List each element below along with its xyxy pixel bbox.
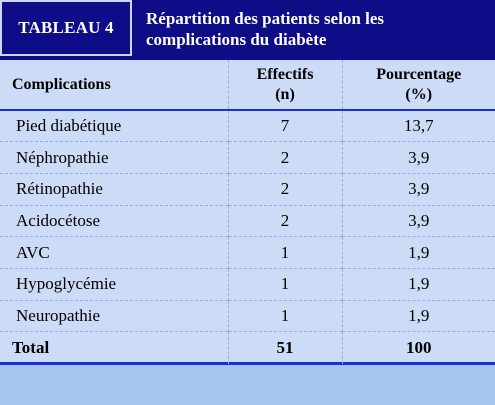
title-bar xyxy=(0,0,495,60)
cell-complication: Neuropathie xyxy=(0,300,228,332)
data-table-container xyxy=(0,60,495,365)
cell-complication: Pied diabétique xyxy=(16,116,122,136)
table-row xyxy=(0,300,495,332)
cell-complication: Rétinopathie xyxy=(0,173,228,205)
cell-effectif: 1 xyxy=(228,268,342,300)
table-header-row xyxy=(0,60,495,110)
table-title-line-2: complications du diabète xyxy=(146,30,327,49)
cell-pourcentage: 1,9 xyxy=(342,268,495,300)
cell-effectif: 1 xyxy=(228,237,342,269)
cell-pourcentage: 3,9 xyxy=(342,142,495,174)
column-header-pourcentage-line-2: (%) xyxy=(405,85,433,103)
column-header-complications: Complications xyxy=(0,60,228,110)
cell-complication: Hypoglycémie xyxy=(0,268,228,300)
table-title-line-1: Répartition des patients selon les xyxy=(146,9,384,28)
column-header-effectifs-line-2: (n) xyxy=(275,85,295,103)
cell-effectif: 1 xyxy=(228,300,342,332)
cell-pourcentage: 13,7 xyxy=(342,110,495,142)
cell-effectif: 2 xyxy=(228,205,342,237)
cell-pourcentage: 1,9 xyxy=(342,300,495,332)
cell-pourcentage: 3,9 xyxy=(342,205,495,237)
cell-total-effectif: 51 xyxy=(228,332,342,364)
table-row xyxy=(0,173,495,205)
table-row xyxy=(0,205,495,237)
table-row xyxy=(0,110,495,142)
cell-effectif: 7 xyxy=(228,110,342,142)
cell-effectif: 2 xyxy=(228,173,342,205)
cell-effectif: 2 xyxy=(228,142,342,174)
cell-total-label: Total xyxy=(0,332,228,364)
cell-pourcentage: 3,9 xyxy=(342,173,495,205)
cell-pourcentage: 1,9 xyxy=(342,237,495,269)
column-header-effectifs-line-1: Effectifs xyxy=(256,65,314,83)
cell-complication: Acidocétose xyxy=(0,205,228,237)
table-title xyxy=(146,8,486,50)
column-header-pourcentage xyxy=(342,60,495,110)
cell-total-pourcentage: 100 xyxy=(342,332,495,364)
table-row xyxy=(0,268,495,300)
table-row xyxy=(0,237,495,269)
table-total-row xyxy=(0,332,495,364)
table-row xyxy=(0,142,495,174)
column-header-effectifs xyxy=(228,60,342,110)
column-header-pourcentage-line-1: Pourcentage xyxy=(376,65,462,83)
cell-complication: Néphropathie xyxy=(0,142,228,174)
cell-complication: AVC xyxy=(0,237,228,269)
table-number-label: TABLEAU 4 xyxy=(0,0,132,56)
complications-table xyxy=(0,60,495,364)
